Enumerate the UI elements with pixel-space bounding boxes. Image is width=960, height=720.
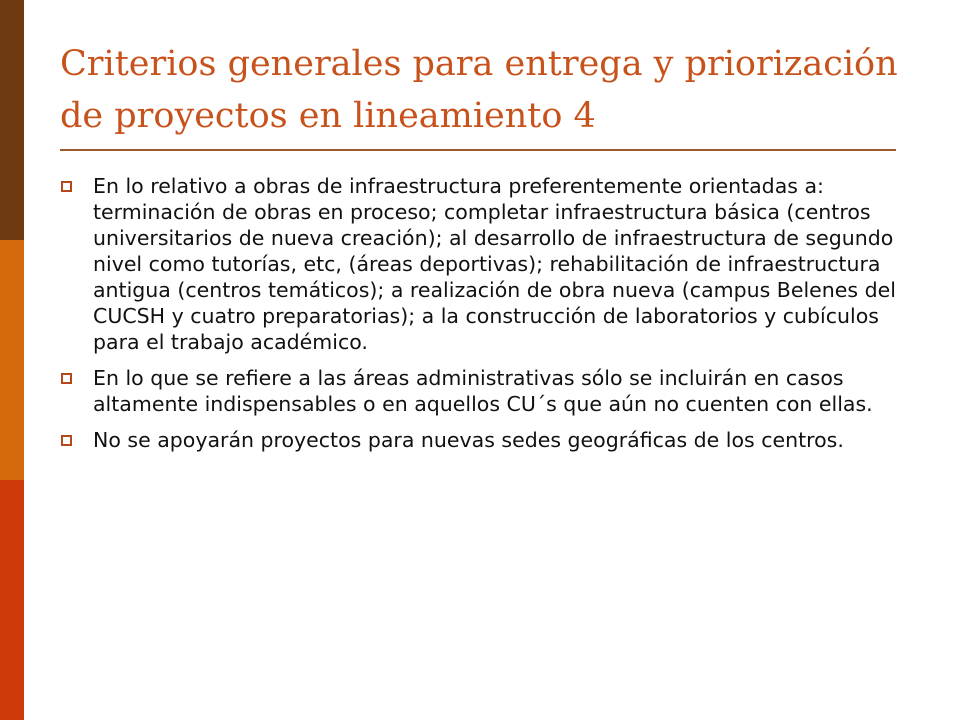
left-accent-bar [0, 0, 24, 720]
slide-title: Criterios generales para entrega y priorización de proyectos en lineamiento 4 [60, 44, 898, 136]
bullet-text: En lo que se refiere a las áreas administrativas sólo se incluirán en casos altamente indispensables o en aquellos CU´s que aún no cuenten con ellas. [93, 366, 873, 416]
hollow-square-bullet-icon [61, 373, 72, 384]
bullet-item [60, 427, 910, 453]
hollow-square-bullet-icon [61, 435, 72, 446]
bullet-item [60, 365, 910, 417]
accent-bar-segment-bottom [0, 480, 24, 720]
hollow-square-bullet-icon [61, 181, 72, 192]
accent-bar-segment-top [0, 0, 24, 240]
title-divider [60, 149, 896, 151]
bullet-text: No se apoyarán proyectos para nuevas sedes geográficas de los centros. [93, 428, 844, 452]
accent-bar-segment-middle [0, 240, 24, 480]
bullet-list [60, 173, 910, 463]
bullet-text: En lo relativo a obras de infraestructura preferentemente orientadas a: terminación de obras en proceso; completar infraestructura básica (centros universitarios de nueva creación); al desarrollo de infraestructura de segundo nivel como tutorías, etc, (áreas deportivas); rehabilitación de infraestructura antigua (centros temáticos); a realización de obra nueva (campus Belenes del CUCSH y cuatro preparatorias); a la construcción de laboratorios y cubículos para el trabajo académico. [93, 174, 896, 354]
bullet-item [60, 173, 910, 355]
